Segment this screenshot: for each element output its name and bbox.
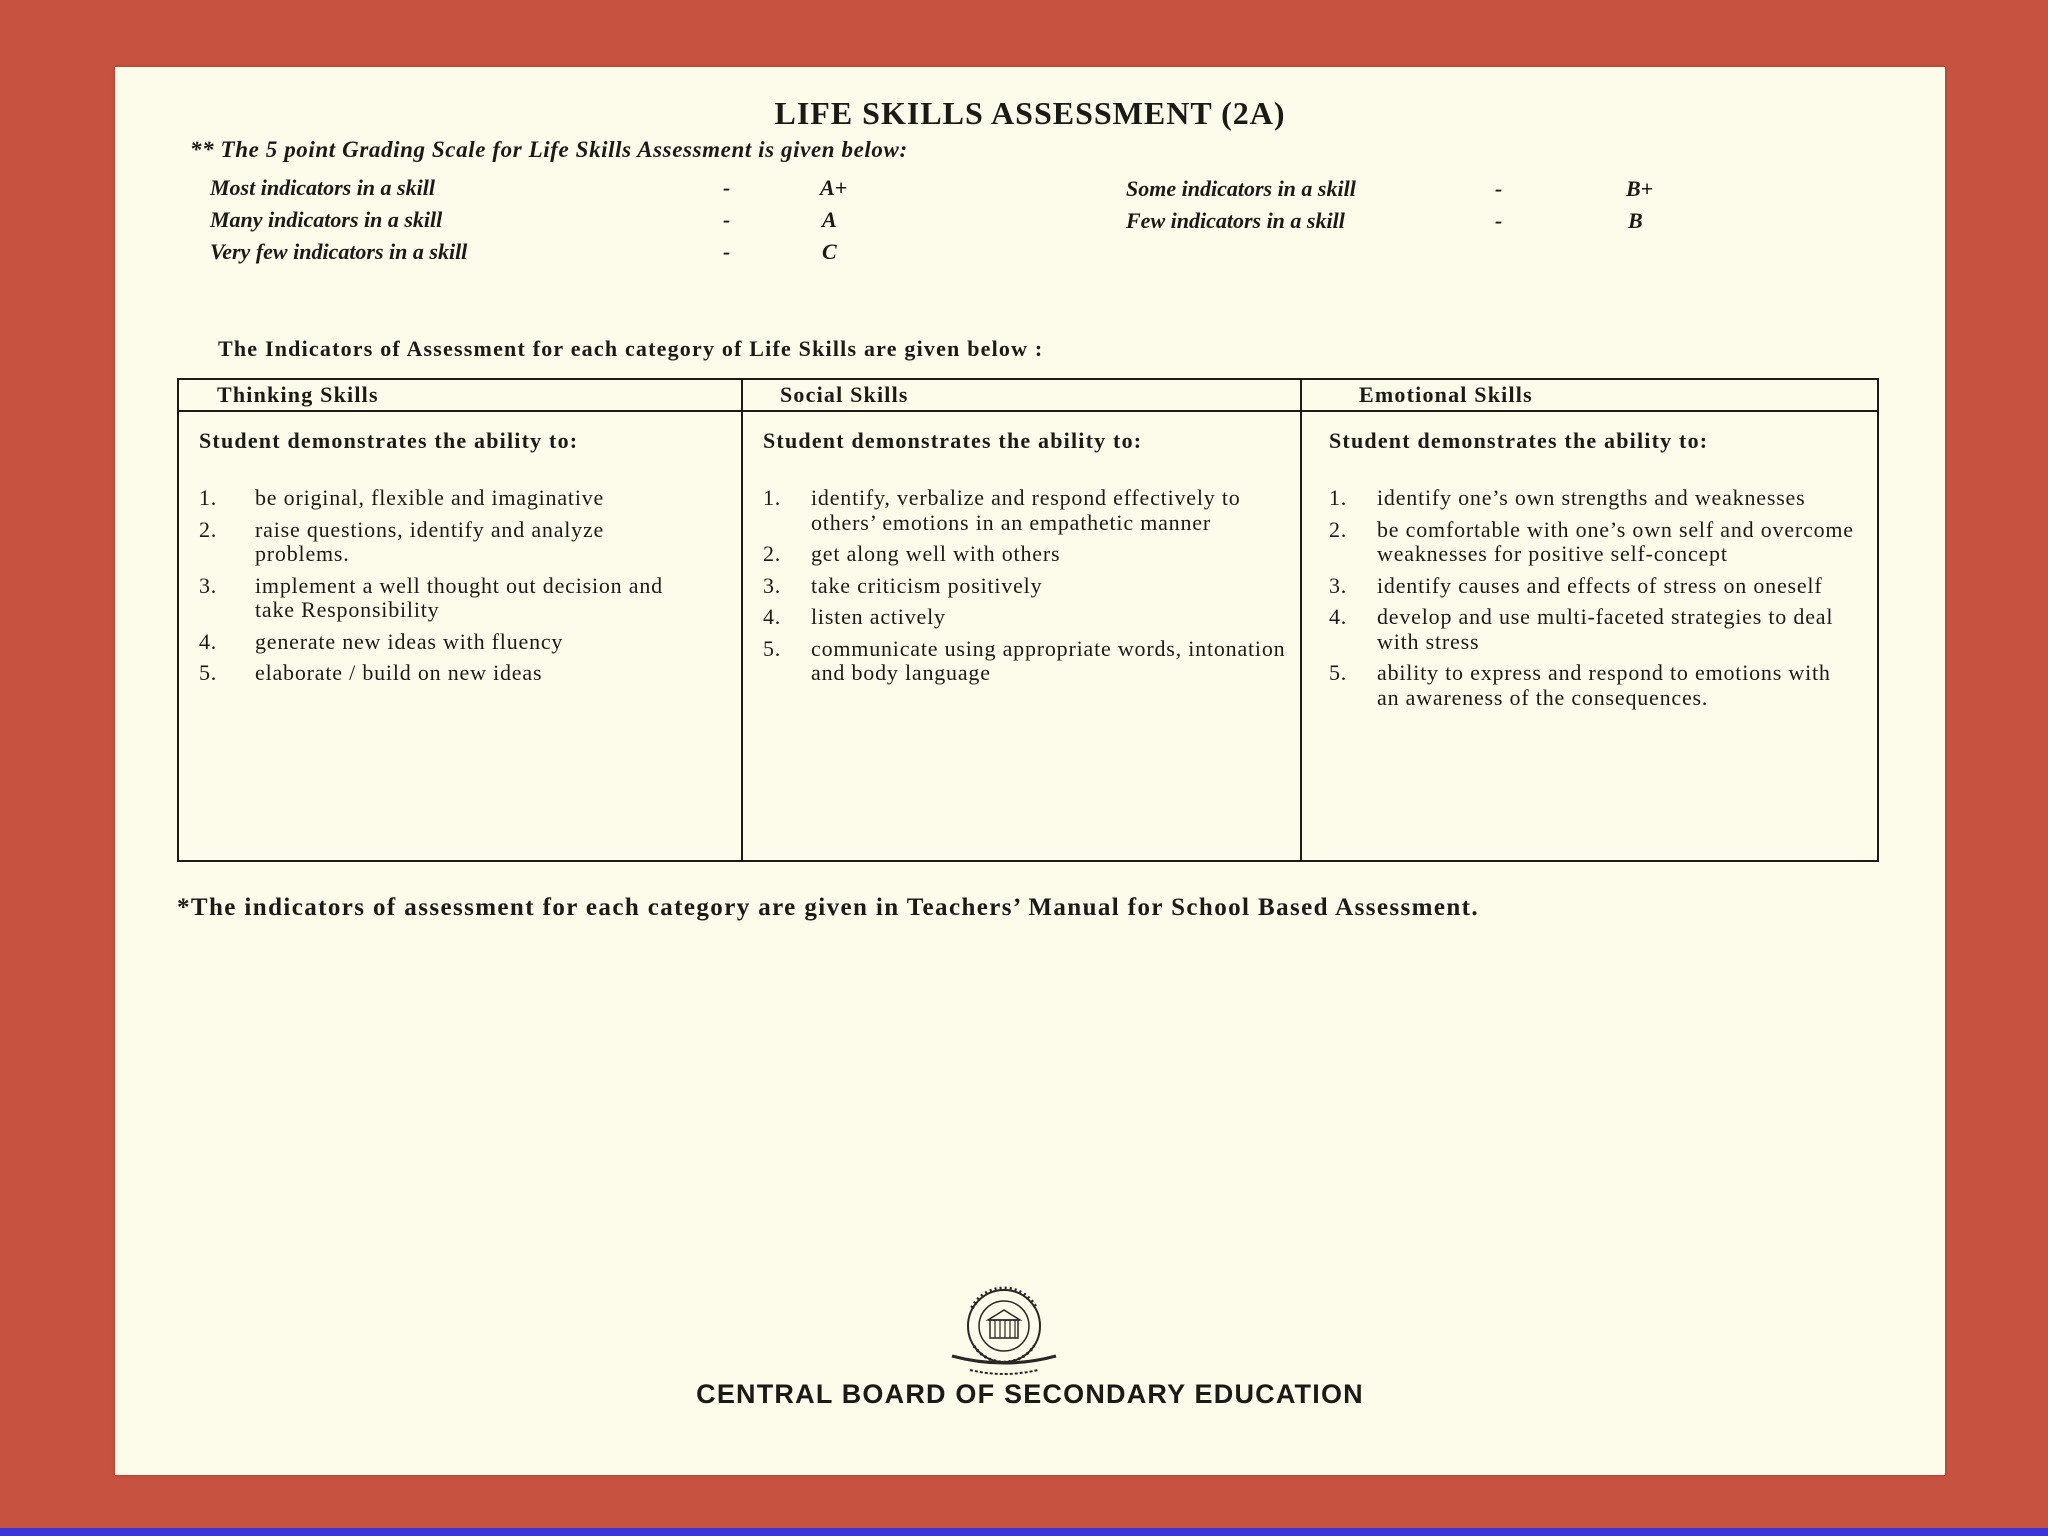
scale-dash: - bbox=[1495, 176, 1503, 201]
social-skills-list bbox=[763, 486, 1288, 693]
item-number: 1. bbox=[199, 485, 218, 510]
scale-grade: A+ bbox=[820, 175, 848, 200]
item-text: take criticism positively bbox=[811, 572, 1043, 598]
item-text: develop and use multi-faceted strategies to deal with stress bbox=[1377, 604, 1834, 654]
item-number: 1. bbox=[1329, 485, 1348, 510]
column-heading: Emotional Skills bbox=[1359, 382, 1533, 407]
item-number: 3. bbox=[199, 572, 218, 598]
item-text: be original, flexible and imaginative bbox=[255, 485, 605, 510]
list-item bbox=[199, 661, 699, 686]
list-item bbox=[763, 542, 1288, 567]
skills-table bbox=[177, 378, 1879, 862]
scale-label: Very few indicators in a skill bbox=[210, 239, 468, 264]
scale-grade: B+ bbox=[1626, 176, 1654, 201]
item-text: raise questions, identify and analyze problems. bbox=[255, 516, 605, 566]
list-item bbox=[199, 574, 699, 623]
item-text: get along well with others bbox=[811, 541, 1061, 566]
thinking-skills-column bbox=[179, 380, 741, 860]
item-text: identify, verbalize and respond effectively to others’ emotions in an empathetic manner bbox=[811, 485, 1241, 535]
list-item bbox=[199, 630, 699, 655]
list-item bbox=[199, 486, 699, 511]
item-number: 4. bbox=[763, 604, 782, 629]
scale-dash: - bbox=[723, 239, 731, 264]
item-number: 2. bbox=[763, 541, 782, 566]
item-text: elaborate / build on new ideas bbox=[255, 660, 543, 685]
item-number: 3. bbox=[763, 572, 782, 598]
scale-grade: C bbox=[822, 239, 837, 264]
item-number: 4. bbox=[1329, 604, 1348, 629]
item-text: listen actively bbox=[811, 604, 946, 629]
board-name: CENTRAL BOARD OF SECONDARY EDUCATION bbox=[696, 1379, 1364, 1409]
list-item bbox=[763, 574, 1288, 599]
item-text: communicate using appropriate words, intonation and body language bbox=[811, 635, 1286, 685]
social-skills-column bbox=[743, 380, 1300, 860]
item-number: 5. bbox=[1329, 660, 1348, 685]
list-item bbox=[763, 605, 1288, 630]
scale-grade: B bbox=[1628, 208, 1643, 233]
scale-label: Most indicators in a skill bbox=[210, 175, 435, 200]
thinking-skills-list bbox=[199, 486, 699, 693]
item-number: 5. bbox=[199, 660, 218, 685]
list-item bbox=[1329, 661, 1859, 710]
item-text: implement a well thought out decision and take Responsibility bbox=[255, 572, 663, 622]
scale-label: Many indicators in a skill bbox=[210, 207, 443, 232]
list-item bbox=[1329, 518, 1859, 567]
item-text: generate new ideas with fluency bbox=[255, 628, 564, 654]
column-heading: Thinking Skills bbox=[217, 382, 379, 407]
page-title: LIFE SKILLS ASSESSMENT (2A) bbox=[774, 95, 1286, 131]
emotional-skills-list bbox=[1329, 486, 1859, 717]
item-text: identify causes and effects of stress on oneself bbox=[1377, 572, 1823, 598]
item-number: 4. bbox=[199, 628, 218, 654]
item-text: identify one’s own strengths and weaknesses bbox=[1377, 485, 1806, 510]
column-intro: Student demonstrates the ability to: bbox=[763, 428, 1143, 453]
list-item bbox=[199, 518, 699, 567]
list-item bbox=[1329, 486, 1859, 511]
indicators-heading: The Indicators of Assessment for each category of Life Skills are given below : bbox=[218, 336, 1044, 361]
cbse-emblem-icon bbox=[948, 1286, 1060, 1378]
scale-label: Few indicators in a skill bbox=[1126, 208, 1345, 233]
scale-dash: - bbox=[1495, 208, 1503, 233]
item-text: ability to express and respond to emotions with an awareness of the consequences. bbox=[1377, 660, 1831, 710]
column-heading: Social Skills bbox=[780, 382, 909, 407]
column-intro: Student demonstrates the ability to: bbox=[199, 428, 579, 453]
item-number: 2. bbox=[199, 516, 218, 542]
emotional-skills-column bbox=[1302, 380, 1877, 860]
list-item bbox=[1329, 574, 1859, 599]
item-number: 2. bbox=[1329, 516, 1348, 542]
item-number: 3. bbox=[1329, 572, 1348, 598]
list-item bbox=[763, 486, 1288, 535]
document-page bbox=[115, 67, 1945, 1475]
grading-scale-subtitle: ** The 5 point Grading Scale for Life Skills Assessment is given below: bbox=[190, 137, 908, 162]
scale-label: Some indicators in a skill bbox=[1126, 176, 1356, 201]
list-item bbox=[763, 637, 1288, 686]
footnote: *The indicators of assessment for each category are given in Teachers’ Manual for School Based Assessment. bbox=[177, 894, 1480, 921]
item-number: 1. bbox=[763, 485, 782, 510]
item-number: 5. bbox=[763, 635, 782, 661]
bottom-strip bbox=[0, 1528, 2048, 1536]
item-text: be comfortable with one’s own self and overcome weaknesses for positive self-concept bbox=[1377, 516, 1854, 566]
scale-grade: A bbox=[822, 207, 837, 232]
list-item bbox=[1329, 605, 1859, 654]
column-intro: Student demonstrates the ability to: bbox=[1329, 428, 1709, 453]
scale-dash: - bbox=[723, 207, 731, 232]
scale-dash: - bbox=[723, 175, 731, 200]
